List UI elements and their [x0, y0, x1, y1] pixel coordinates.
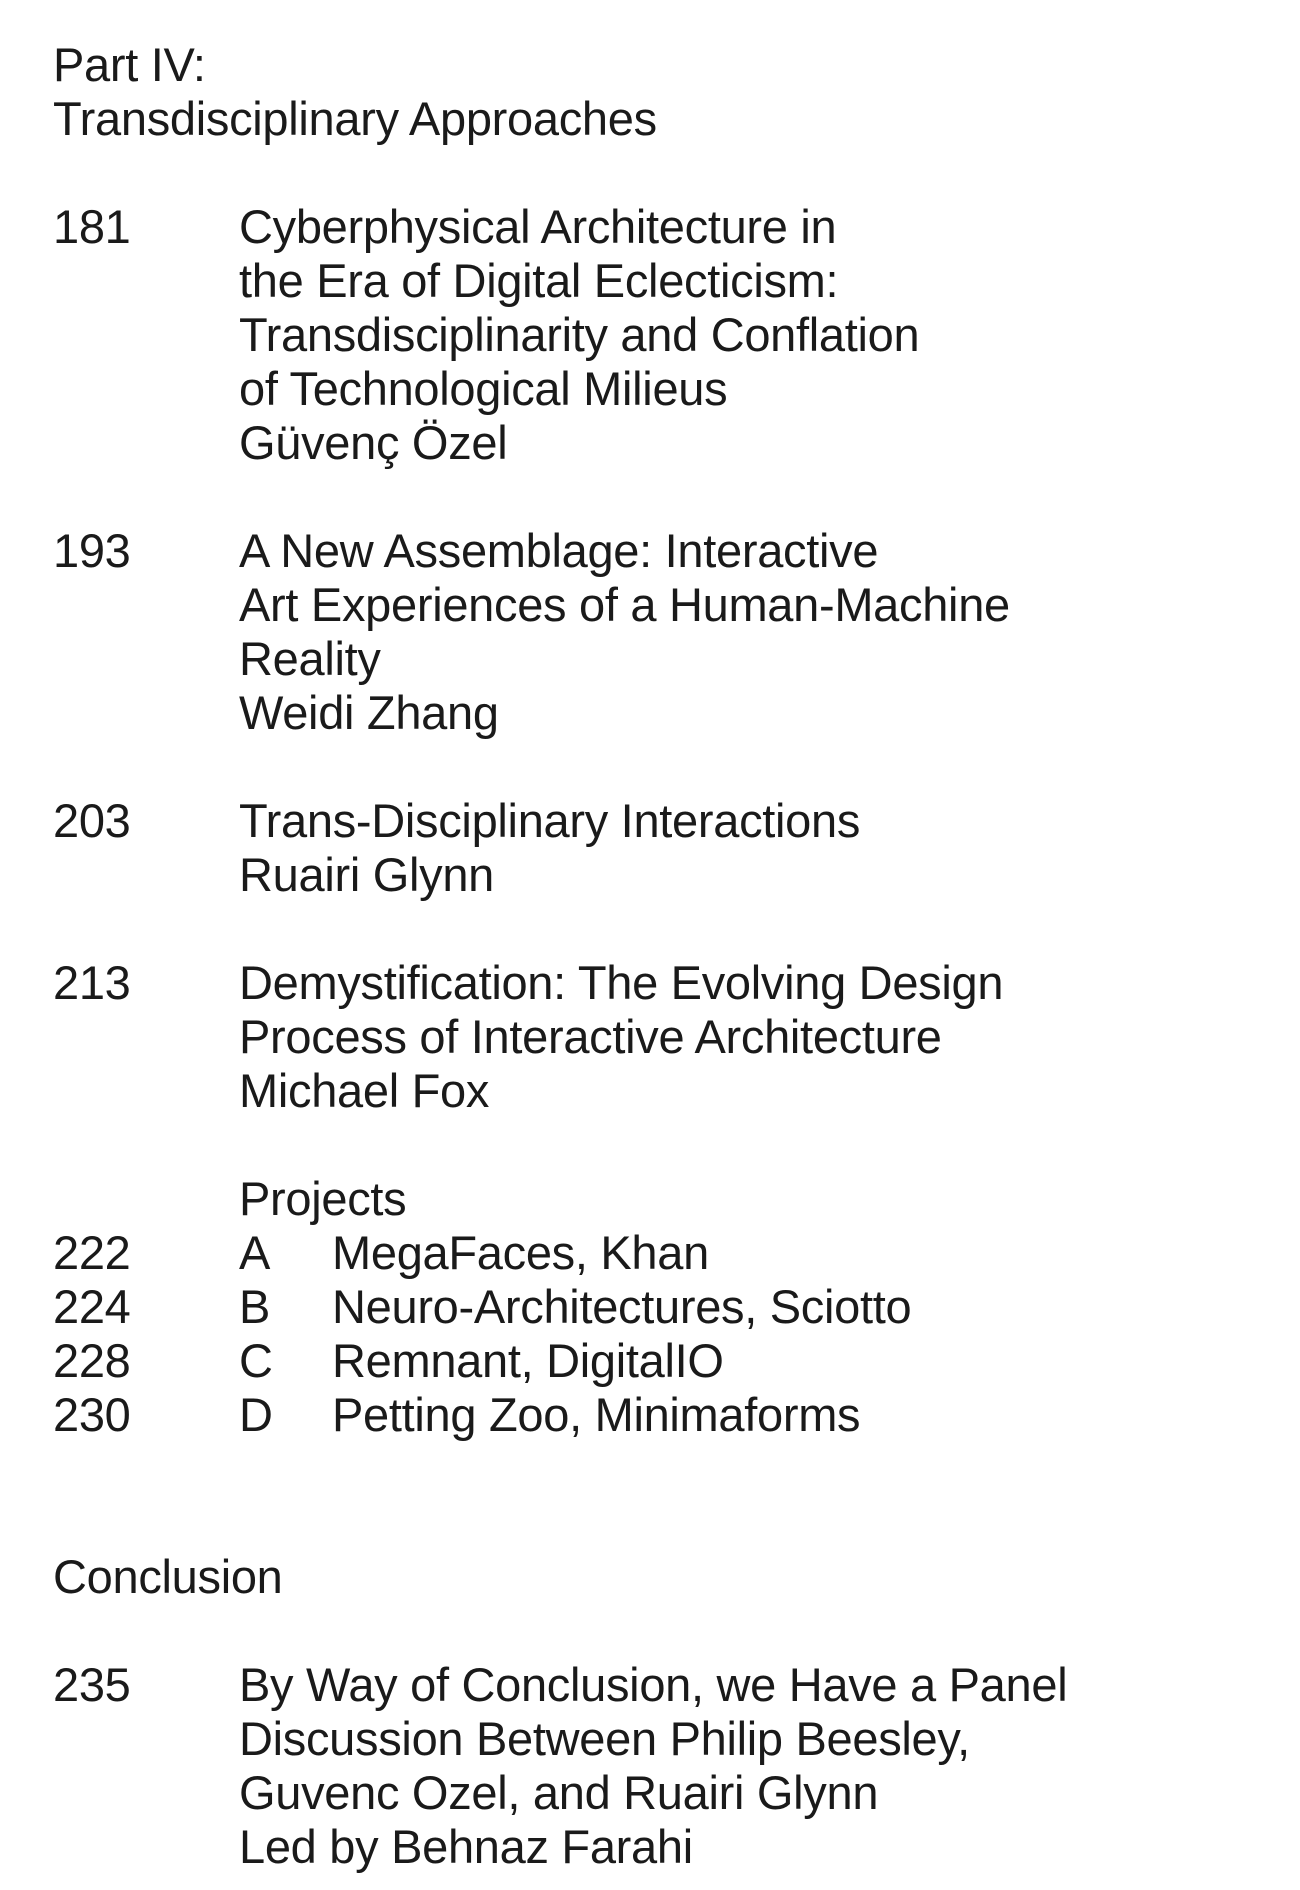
toc-entry-193 [53, 524, 1253, 740]
project-letter: C [239, 1334, 273, 1387]
entry-title-line: the Era of Digital Eclecticism: [239, 254, 839, 307]
toc-entry-181 [53, 200, 1253, 470]
entry-title-line: By Way of Conclusion, we Have a Panel [239, 1658, 1068, 1711]
page-number: 213 [53, 956, 131, 1009]
entry-title-line: Transdisciplinarity and Conflation [239, 308, 920, 361]
part-title: Transdisciplinary Approaches [53, 92, 657, 145]
page-number: 222 [53, 1226, 131, 1279]
conclusion-heading: Conclusion [53, 1550, 283, 1603]
table-of-contents [53, 38, 1253, 1874]
page-number: 224 [53, 1280, 131, 1333]
project-title: Petting Zoo, Minimaforms [332, 1388, 861, 1441]
entry-body [239, 524, 1010, 740]
entry-author: Güvenç Özel [239, 416, 508, 469]
project-letter: B [239, 1280, 271, 1333]
project-row-d [53, 1388, 1253, 1442]
project-letter: A [239, 1226, 271, 1279]
project-row-b [53, 1280, 1253, 1334]
entry-body [239, 956, 1003, 1118]
entry-title-line: A New Assemblage: Interactive [239, 524, 879, 577]
entry-title-line: of Technological Milieus [239, 362, 728, 415]
project-row-c [53, 1334, 1253, 1388]
entry-body [239, 1658, 1067, 1874]
page-number: 230 [53, 1388, 131, 1441]
project-title: Neuro-Architectures, Sciotto [332, 1280, 912, 1333]
entry-body [239, 200, 919, 470]
entry-body [239, 794, 860, 902]
page-number: 228 [53, 1334, 131, 1387]
toc-entry-235 [53, 1658, 1253, 1874]
entry-title-line: Guvenc Ozel, and Ruairi Glynn [239, 1766, 879, 1819]
projects-section [53, 1172, 1253, 1442]
projects-label: Projects [239, 1172, 407, 1225]
part-heading [53, 38, 1253, 146]
page-number: 193 [53, 524, 131, 577]
entry-author: Ruairi Glynn [239, 848, 494, 901]
toc-entry-213 [53, 956, 1253, 1118]
entry-title-line: Demystification: The Evolving Design [239, 956, 1004, 1009]
part-label: Part IV: [53, 38, 206, 91]
project-title: MegaFaces, Khan [332, 1226, 709, 1279]
entry-author: Michael Fox [239, 1064, 490, 1117]
entry-title-line: Art Experiences of a Human-Machine [239, 578, 1010, 631]
project-title: Remnant, DigitalIO [332, 1334, 724, 1387]
entry-title-line: Process of Interactive Architecture [239, 1010, 942, 1063]
entry-title-line: Discussion Between Philip Beesley, [239, 1712, 970, 1765]
page-number: 235 [53, 1658, 131, 1711]
entry-author: Led by Behnaz Farahi [239, 1820, 693, 1873]
project-row-a [53, 1226, 1253, 1280]
entry-title-line: Trans-Disciplinary Interactions [239, 794, 861, 847]
page-number: 181 [53, 200, 131, 253]
entry-title-line: Reality [239, 632, 381, 685]
entry-title-line: Cyberphysical Architecture in [239, 200, 837, 253]
toc-entry-203 [53, 794, 1253, 902]
project-letter: D [239, 1388, 273, 1441]
page-number: 203 [53, 794, 131, 847]
entry-author: Weidi Zhang [239, 686, 499, 739]
